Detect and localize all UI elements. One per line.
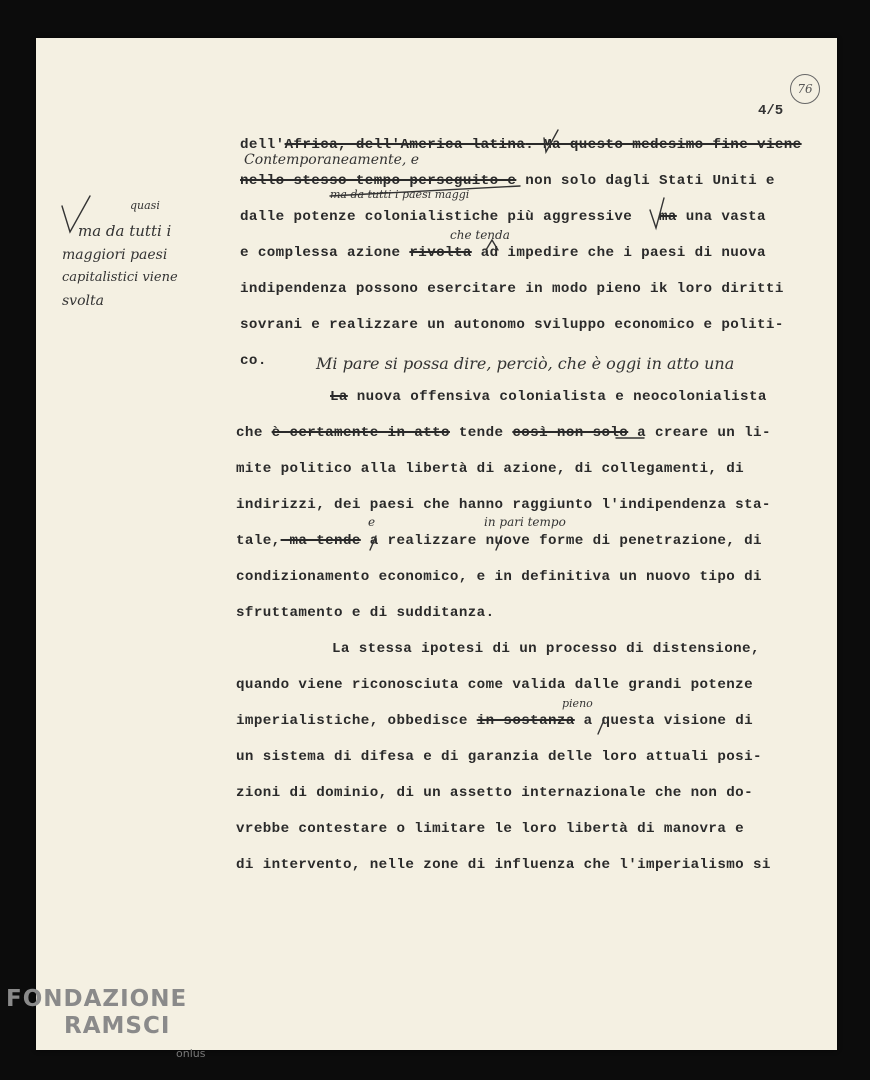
annotation-che-tenda: che tenda bbox=[450, 228, 510, 242]
text-line-15: La stessa ipotesi di un processo di distensione, bbox=[332, 641, 760, 657]
annotation-pieno: pieno bbox=[562, 697, 593, 710]
text-line-16: quando viene riconosciuta come valida dalle grandi potenze bbox=[236, 677, 754, 693]
insert-slash-icon bbox=[598, 720, 604, 734]
text-line-17: imperialistiche, obbedisce in sostanza a questa visione di bbox=[236, 713, 754, 729]
margin-note-line4: capitalistici viene bbox=[62, 270, 178, 285]
margin-note-line5: svolta bbox=[62, 293, 104, 309]
text-line-2: nello stesso tempo perseguito e non solo dagli Stati Uniti e bbox=[240, 173, 775, 189]
text-line-14: sfruttamento e di sudditanza. bbox=[236, 605, 495, 621]
text-line-19: zioni di dominio, di un assetto internazionale che non do- bbox=[236, 785, 754, 801]
text-line-5: indipendenza possono esercitare in modo pieno ik loro diritti bbox=[240, 281, 784, 297]
text-line-10: mite politico alla libertà di azione, di collegamenti, di bbox=[236, 461, 745, 477]
text-line-13: condizionamento economico, e in definitiva un nuovo tipo di bbox=[236, 569, 762, 585]
annotation-contemporaneamente: Contemporaneamente, e bbox=[244, 152, 420, 168]
annotation-in-pari-tempo: in pari tempo bbox=[484, 515, 566, 529]
text-line-7: co. bbox=[240, 353, 267, 369]
text-line-6: sovrani e realizzare un autonomo sviluppo economico e politi- bbox=[240, 317, 784, 333]
insert-slash-icon bbox=[370, 536, 376, 550]
text-line-11: indirizzi, dei paesi che hanno raggiunto l'indipendenza sta- bbox=[236, 497, 771, 513]
caret-mark-icon bbox=[544, 130, 558, 152]
page-number: 4/5 bbox=[758, 103, 784, 119]
margin-note-line3: maggiori paesi bbox=[62, 247, 168, 263]
insert-check-icon bbox=[650, 198, 664, 228]
margin-check-icon bbox=[62, 196, 90, 232]
circled-page-number: 76 bbox=[790, 74, 820, 104]
text-line-4: e complessa azione rivolta ad impedire che i paesi di nuova bbox=[240, 245, 766, 261]
text-line-18: un sistema di difesa e di garanzia delle loro attuali posi- bbox=[236, 749, 762, 765]
text-line-9: che è certamente in atto tende così non solo a creare un li- bbox=[236, 425, 771, 441]
watermark-logo: FONDAZIONE RAMSCI bbox=[6, 986, 188, 1039]
margin-note-line1: quasi bbox=[130, 199, 160, 212]
insert-slash-icon bbox=[496, 536, 502, 550]
text-line-20: vrebbe contestare o limitare le loro libertà di manovra e bbox=[236, 821, 745, 837]
caret-mark-icon bbox=[486, 240, 498, 250]
annotation-e: e bbox=[368, 515, 376, 529]
text-line-3: dalle potenze colonialistiche più aggressive ma una vasta bbox=[240, 209, 766, 225]
annotation-mi-pare: Mi pare si possa dire, perciò, che è oggi in atto una bbox=[316, 354, 735, 373]
watermark-onlus: onlus bbox=[176, 1047, 206, 1060]
annotation-ma-da-tutti: ma da tutti i paesi maggi bbox=[330, 188, 470, 201]
text-line-1: dell'Africa, dell'America latina. Ma questo medesimo fine viene bbox=[240, 137, 802, 153]
margin-note-line2: ma da tutti i bbox=[78, 222, 172, 240]
text-line-8: La nuova offensiva colonialista e neocolonialista bbox=[330, 389, 767, 405]
text-line-21: di intervento, nelle zone di influenza che l'imperialismo si bbox=[236, 857, 771, 873]
strike-extra-icon bbox=[330, 186, 520, 196]
text-line-12: tale, ma tende a realizzare nuove forme di penetrazione, di bbox=[236, 533, 762, 549]
